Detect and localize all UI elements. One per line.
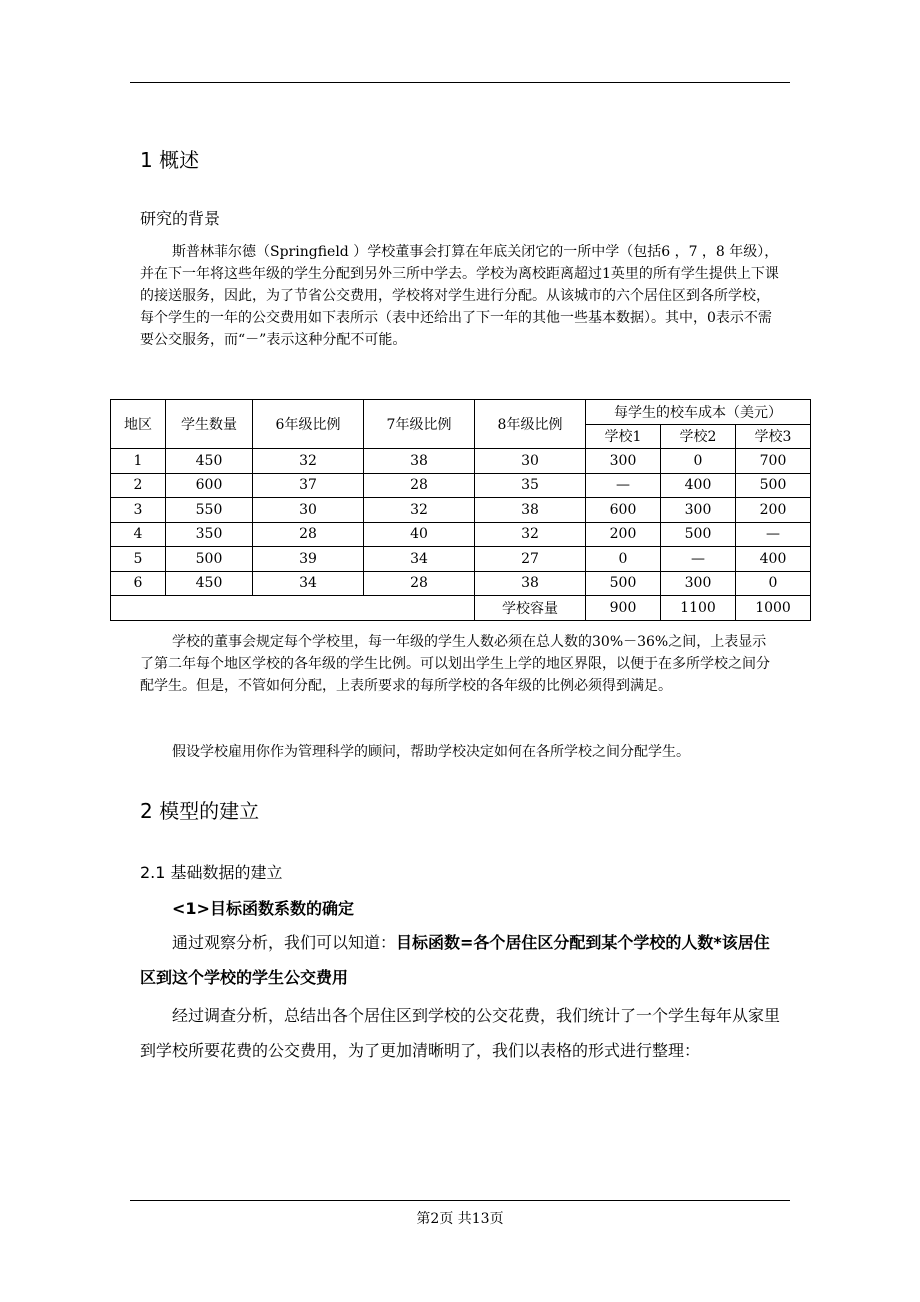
- table-cell: 450: [166, 571, 253, 596]
- capacity-school2: 1100: [661, 596, 736, 621]
- table-cell: —: [586, 473, 661, 498]
- table-cell: 0: [736, 571, 811, 596]
- header-rule: [130, 82, 790, 83]
- objective-coefficient-title: <1>目标函数系数的确定: [172, 899, 354, 918]
- table-cell: 28: [253, 522, 364, 547]
- objective-function-text: 目标函数=各个居住区分配到某个学校的人数*该居住区到这个学校的学生公交费用: [140, 933, 770, 987]
- table-cell: 34: [253, 571, 364, 596]
- table-cell: 32: [253, 449, 364, 474]
- table-cell: 35: [475, 473, 586, 498]
- table-row: [111, 473, 811, 498]
- table-cell: —: [736, 522, 811, 547]
- footer-rule: [130, 1200, 790, 1201]
- table-cell: 600: [166, 473, 253, 498]
- rules-paragraph: 学校的董事会规定每个学校里，每一年级的学生人数必须在总人数的30%－36%之间，上表显示了第二年每个地区学校的各年级的学生比例。可以划出学生上学的地区界限，以便于在多所学校之间分配学生。但是，不管如何分配，上表所要求的每所学校的各年级的比例必须得到满足。: [140, 634, 770, 694]
- table-cell: 300: [586, 449, 661, 474]
- table-cell: 27: [475, 547, 586, 572]
- table-cell: 500: [736, 473, 811, 498]
- table-cell: 28: [364, 473, 475, 498]
- objective-lead-text: 通过观察分析，我们可以知道：: [172, 933, 397, 952]
- objective-paragraph: [140, 925, 780, 995]
- table-cell: 30: [253, 498, 364, 523]
- table-cell: 40: [364, 522, 475, 547]
- table-cell: 0: [586, 547, 661, 572]
- data-table: [110, 399, 811, 621]
- table-cell: 32: [475, 522, 586, 547]
- table-cell: 34: [364, 547, 475, 572]
- capacity-label: 学校容量: [475, 596, 586, 621]
- section1-heading: 1 概述: [140, 148, 200, 172]
- header-cost-group: 每学生的校车成本（美元）: [586, 400, 811, 425]
- header-students: 学生数量: [166, 400, 253, 449]
- table-cell: 5: [111, 547, 166, 572]
- capacity-row: [111, 596, 811, 621]
- table-cell: 2: [111, 473, 166, 498]
- header-school3: 学校3: [736, 424, 811, 449]
- table-cell: 30: [475, 449, 586, 474]
- capacity-school1: 900: [586, 596, 661, 621]
- table-cell: 350: [166, 522, 253, 547]
- header-school1: 学校1: [586, 424, 661, 449]
- table-cell: 1: [111, 449, 166, 474]
- header-grade8: 8年级比例: [475, 400, 586, 449]
- table-row: [111, 449, 811, 474]
- header-school2: 学校2: [661, 424, 736, 449]
- table-cell: 400: [736, 547, 811, 572]
- table-row: [111, 498, 811, 523]
- table-cell: 600: [586, 498, 661, 523]
- table-cell: 6: [111, 571, 166, 596]
- capacity-blank-cell: [111, 596, 475, 621]
- section2-heading: 2 模型的建立: [140, 799, 260, 823]
- table-cell: 400: [661, 473, 736, 498]
- table-cell: 500: [586, 571, 661, 596]
- table-cell: 450: [166, 449, 253, 474]
- table-cell: 28: [364, 571, 475, 596]
- header-region: 地区: [111, 400, 166, 449]
- table-cell: 0: [661, 449, 736, 474]
- table-cell: —: [661, 547, 736, 572]
- survey-paragraph: 经过调查分析，总结出各个居住区到学校的公交花费，我们统计了一个学生每年从家里到学校所要花费的公交费用，为了更加清晰明了，我们以表格的形式进行整理：: [140, 1006, 781, 1060]
- table-cell: 500: [661, 522, 736, 547]
- section2-subheading: 2.1 基础数据的建立: [140, 863, 283, 882]
- table-cell: 200: [736, 498, 811, 523]
- consultant-paragraph: 假设学校雇用你作为管理科学的顾问，帮助学校决定如何在各所学校之间分配学生。: [172, 744, 690, 760]
- table-cell: 4: [111, 522, 166, 547]
- table-cell: 300: [661, 498, 736, 523]
- background-paragraph: 斯普林菲尔德（Springfield ）学校董事会打算在年底关闭它的一所中学（包括6 ，7 ，8 年级），并在下一年将这些年级的学生分配到另外三所中学去。学校为离校距离超过1英里的所有学生提供上下课的接送服务，因此，为了节省公交费用，学校将对学生进行分配。从该城市的六个居住区到各所学校，每个学生的一年的公交费用如下表所示（表中还给出了下一年的其他一些基本数据）。其中，0表示不需要公交服务，而“－”表示这种分配不可能。: [140, 244, 779, 348]
- page-number: 第2页 共13页: [416, 1211, 504, 1227]
- table-row: [111, 547, 811, 572]
- table-cell: 38: [475, 498, 586, 523]
- table-cell: 550: [166, 498, 253, 523]
- table-cell: 32: [364, 498, 475, 523]
- table-cell: 38: [475, 571, 586, 596]
- table-cell: 38: [364, 449, 475, 474]
- section1-subheading: 研究的背景: [140, 209, 221, 228]
- capacity-school3: 1000: [736, 596, 811, 621]
- table-cell: 500: [166, 547, 253, 572]
- table-cell: 39: [253, 547, 364, 572]
- header-grade7: 7年级比例: [364, 400, 475, 449]
- table-row: [111, 571, 811, 596]
- table-cell: 700: [736, 449, 811, 474]
- header-grade6: 6年级比例: [253, 400, 364, 449]
- table-cell: 3: [111, 498, 166, 523]
- table-cell: 200: [586, 522, 661, 547]
- table-header-row: [111, 400, 811, 425]
- table-cell: 300: [661, 571, 736, 596]
- table-row: [111, 522, 811, 547]
- table-cell: 37: [253, 473, 364, 498]
